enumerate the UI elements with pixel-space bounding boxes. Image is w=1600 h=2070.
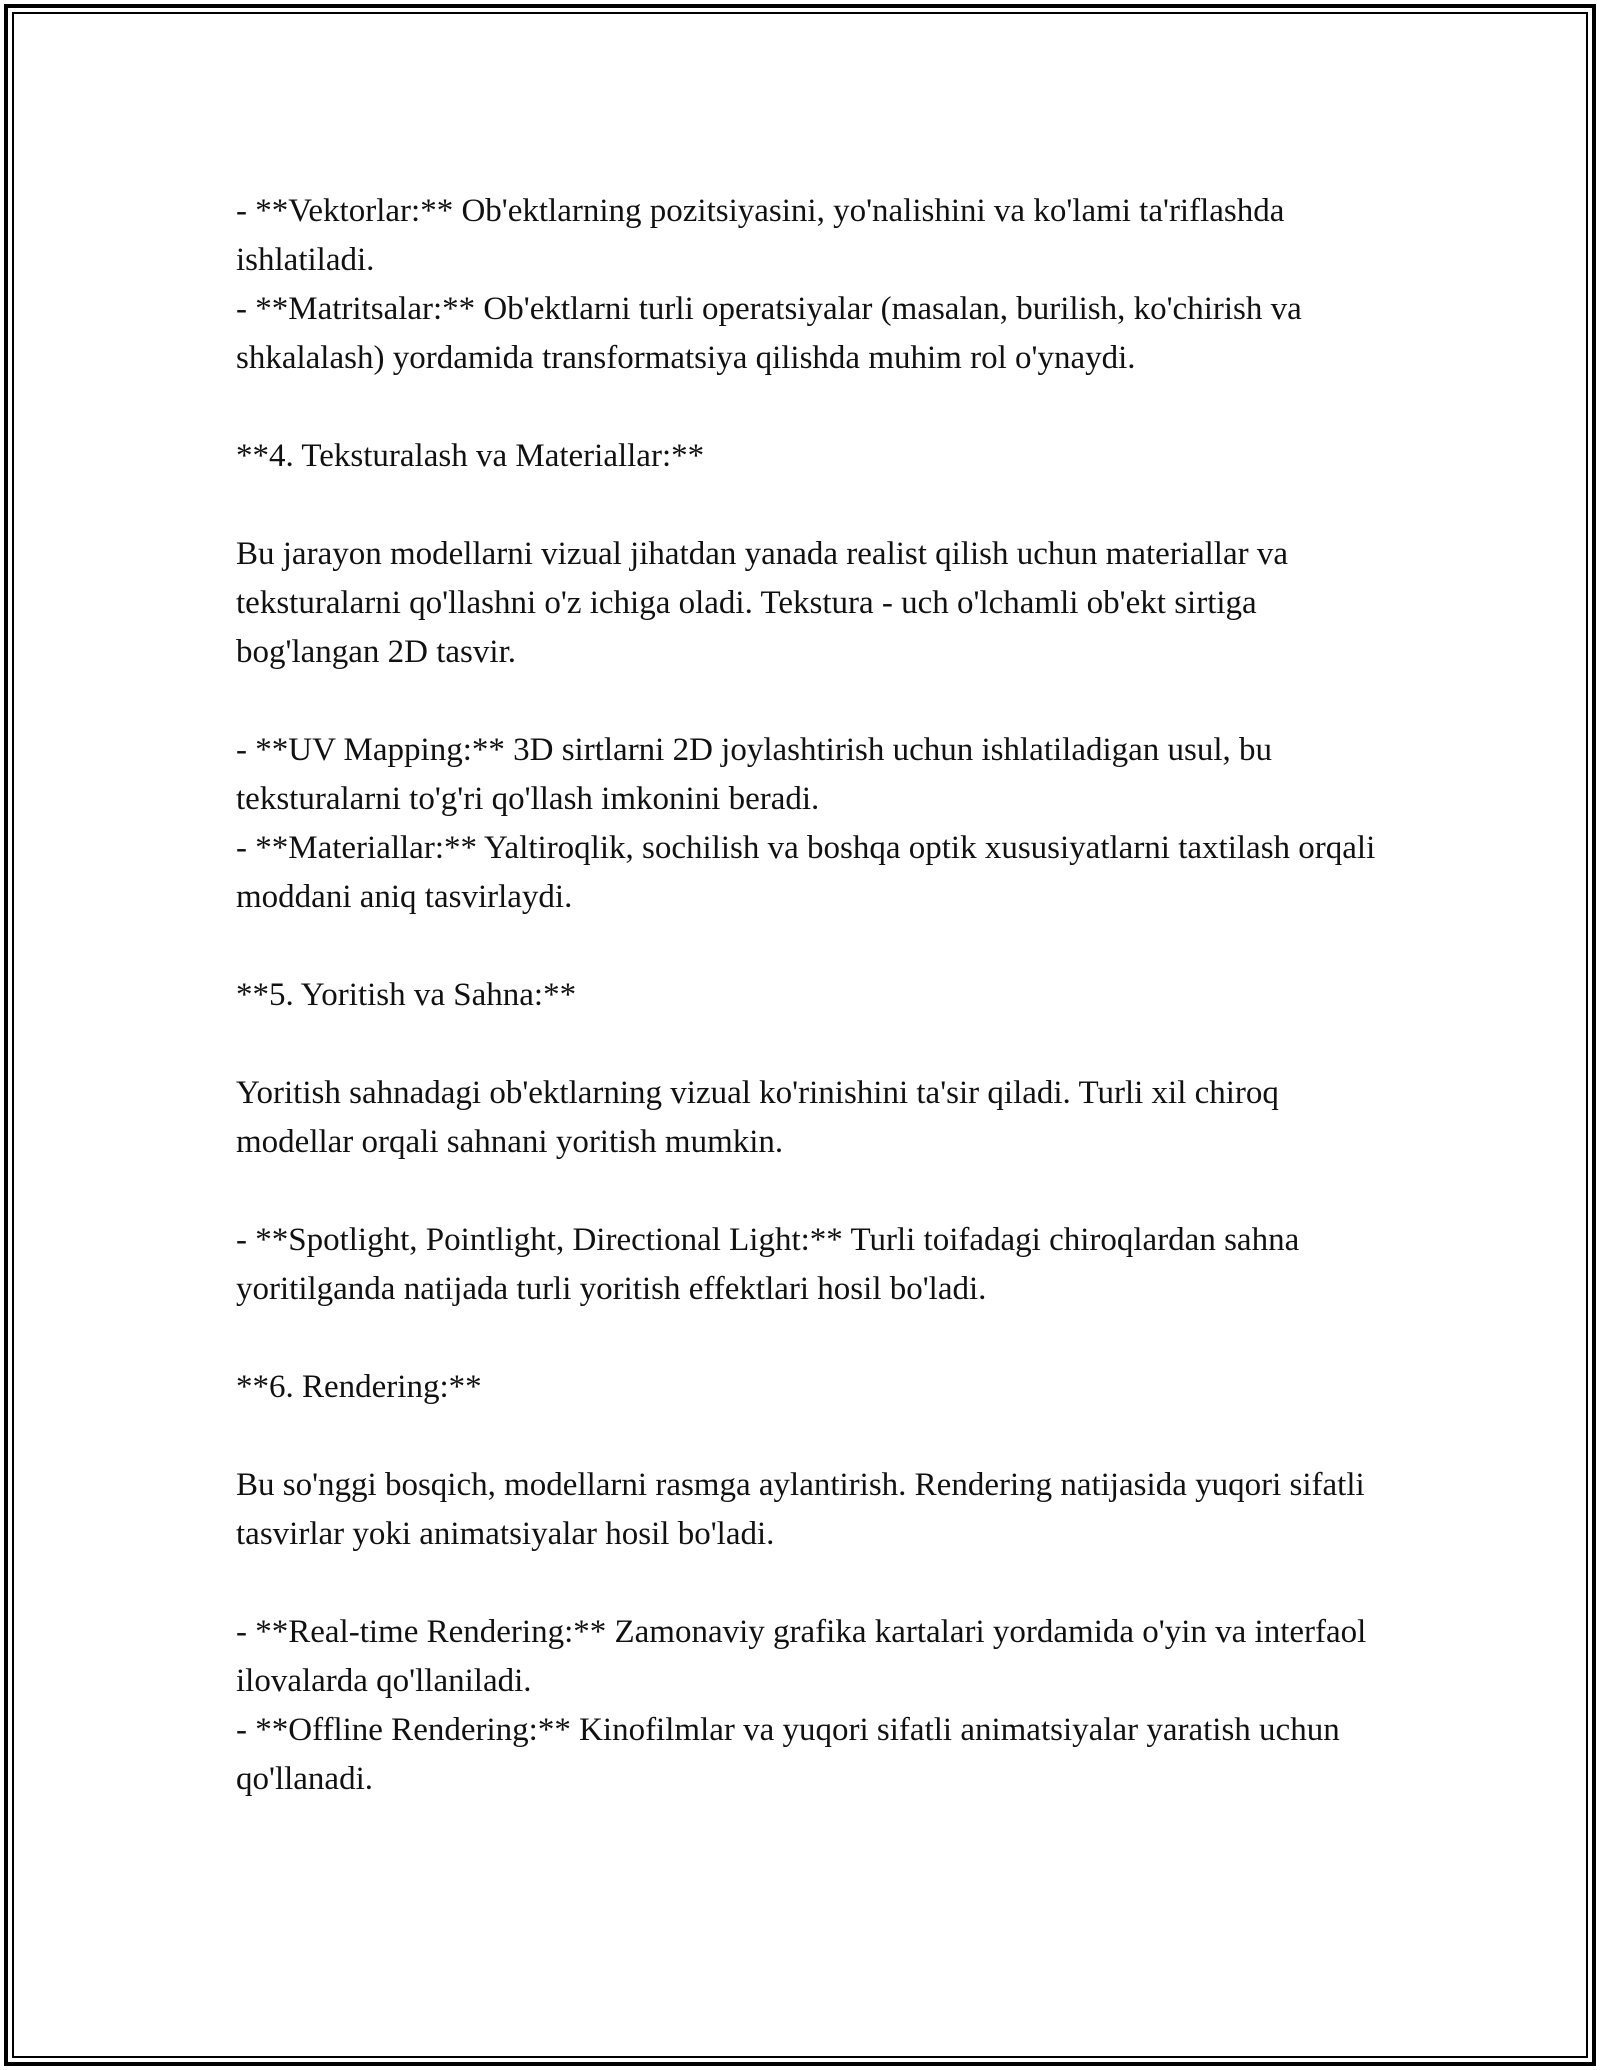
paragraph-gap [236,1314,1376,1363]
bullet-uv-mapping: - **UV Mapping:** 3D sirtlarni 2D joylashtirish uchun ishlatiladigan usul, bu teksturalarni to'g'ri qo'llash imkonini beradi. [236,732,1273,817]
paragraph-gap [236,922,1376,971]
paragraph-gap [236,1020,1376,1069]
paragraph-teksturalash: Bu jarayon modellarni vizual jihatdan yanada realist qilish uchun materiallar va teksturalarni qo'llashni o'z ichiga oladi. Tekstura - uch o'lchamli ob'ekt sirtiga bog'langan 2D tasvir. [236,536,1288,670]
paragraph-gap [236,1167,1376,1216]
paragraph-gap [236,383,1376,432]
bullet-matritsalar: - **Matritsalar:** Ob'ektlarni turli operatsiyalar (masalan, burilish, ko'chirish va shkalalash) yordamida transformatsiya qilishda muhim rol o'ynaydi. [236,291,1302,376]
paragraph-gap [236,677,1376,726]
bullet-vektorlar: - **Vektorlar:** Ob'ektlarning pozitsiyasini, yo'nalishini va ko'lami ta'riflashda ishlatiladi. [236,193,1285,278]
bullet-materiallar: - **Materiallar:** Yaltiroqlik, sochilish va boshqa optik xususiyatlarni taxtilash orqali moddani aniq tasvirlaydi. [236,830,1376,915]
section-heading-4: **4. Teksturalash va Materiallar:** [236,438,705,474]
document-body [236,187,1376,1804]
paragraph-yoritish: Yoritish sahnadagi ob'ektlarning vizual ko'rinishini ta'sir qiladi. Turli xil chiroq modellar orqali sahnani yoritish mumkin. [236,1075,1279,1160]
paragraph-gap [236,1559,1376,1608]
bullet-lights: - **Spotlight, Pointlight, Directional Light:** Turli toifadagi chiroqlardan sahna yoritilganda natijada turli yoritish effektlari hosil bo'ladi. [236,1222,1300,1307]
paragraph-rendering: Bu so'nggi bosqich, modellarni rasmga aylantirish. Rendering natijasida yuqori sifatli tasvirlar yoki animatsiyalar hosil bo'ladi. [236,1467,1365,1552]
paragraph-gap [236,481,1376,530]
section-heading-6: **6. Rendering:** [236,1369,482,1405]
section-heading-5: **5. Yoritish va Sahna:** [236,977,577,1013]
paragraph-gap [236,1412,1376,1461]
bullet-real-time-rendering: - **Real-time Rendering:** Zamonaviy grafika kartalari yordamida o'yin va interfaol ilovalarda qo'llaniladi. [236,1614,1367,1699]
bullet-offline-rendering: - **Offline Rendering:** Kinofilmlar va yuqori sifatli animatsiyalar yaratish uchun qo'llanadi. [236,1712,1340,1797]
